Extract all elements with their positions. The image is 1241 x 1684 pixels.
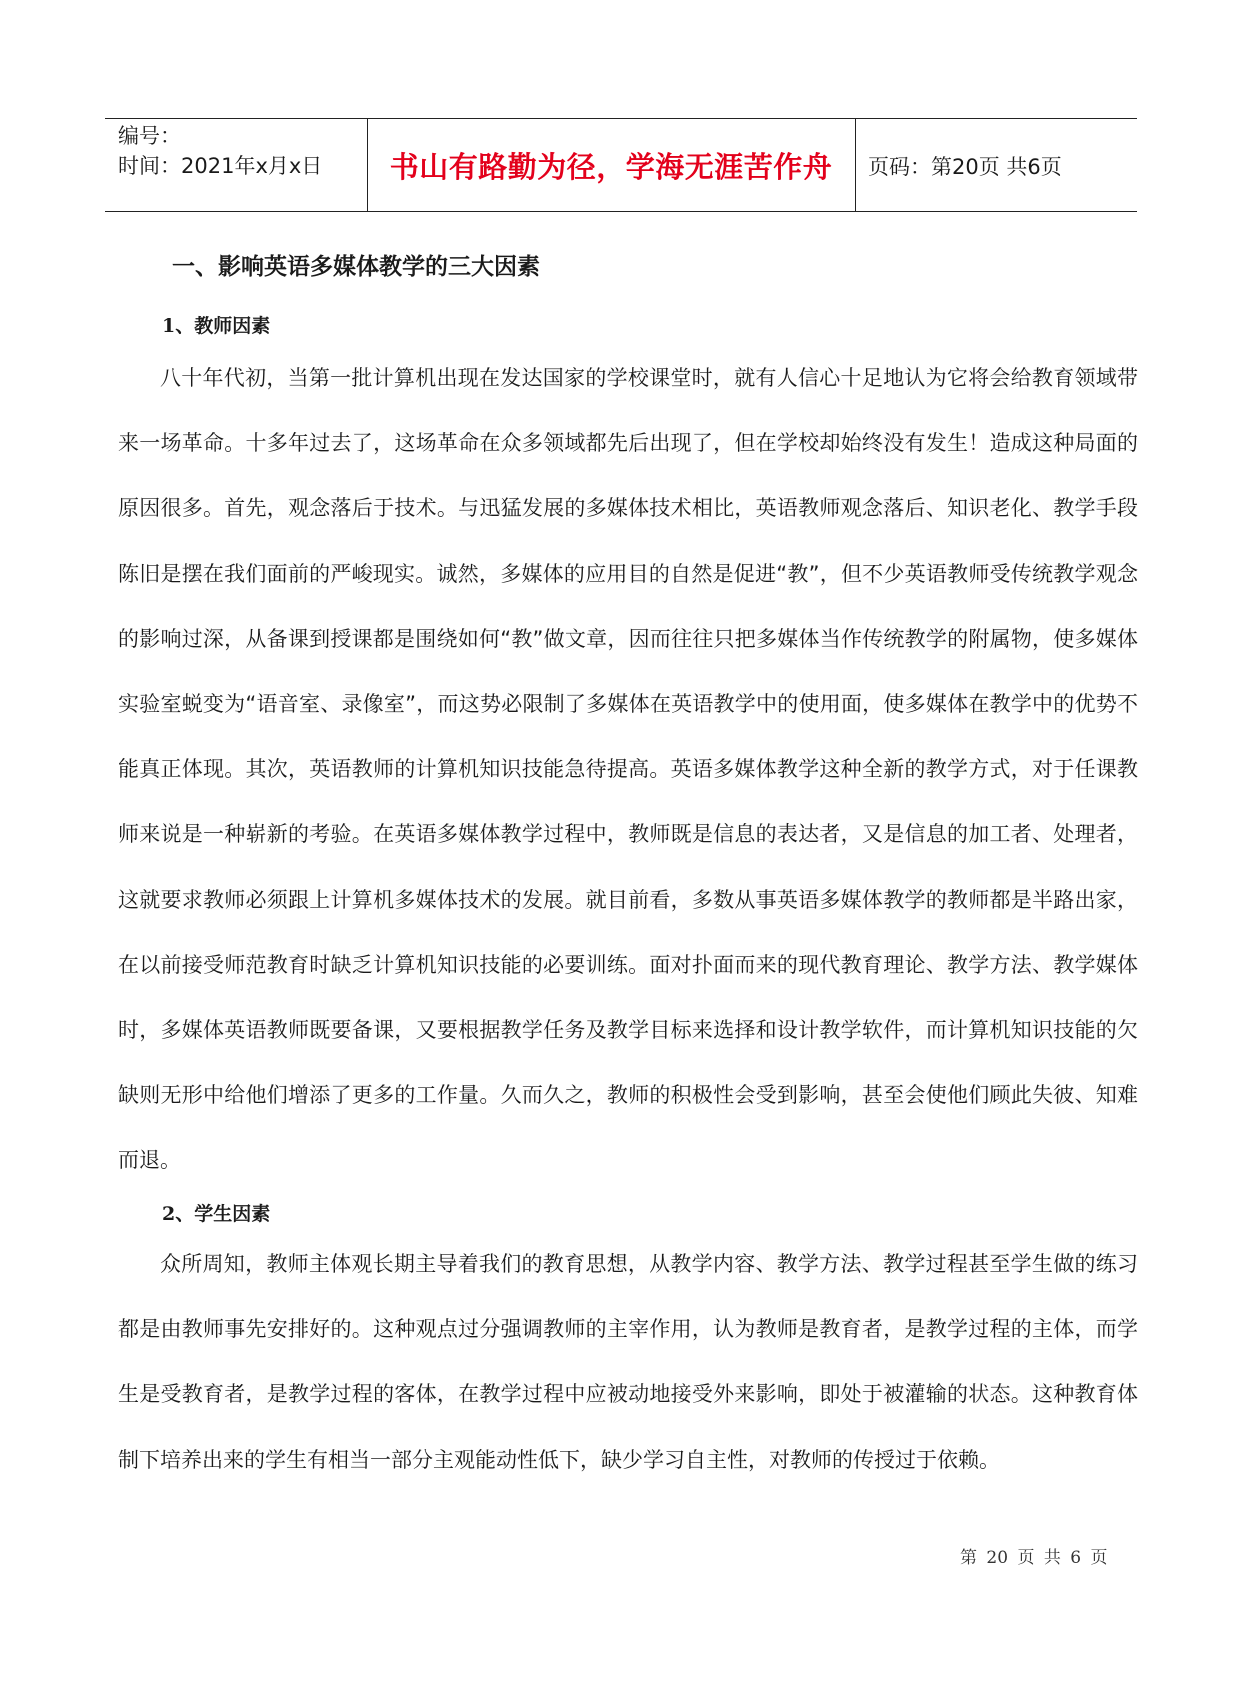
page-footer: 第 20 页 共 6 页 <box>960 1548 1108 1568</box>
header-page-number: 页码：第20页 共6页 <box>868 155 1062 179</box>
header-divider-left <box>367 118 368 212</box>
section-title: 一、影响英语多媒体教学的三大因素 <box>172 254 540 280</box>
document-number-label: 编号： <box>118 124 181 148</box>
subsection-title-teacher: 1、教师因素 <box>162 315 271 337</box>
paragraph-student-factor: 众所周知，教师主体观长期主导着我们的教育思想，从教学内容、教学方法、教学过程甚至学生做的练习都是由教师事先安排好的。这种观点过分强调教师的主宰作用，认为教师是教育者，是教学过程的主体，而学生是受教育者，是教学过程的客体，在教学过程中应被动地接受外来影响，即处于被灌输的状态。这种教育体制下培养出来的学生有相当一部分主观能动性低下，缺少学习自主性，对教师的传授过于依赖。 <box>118 1252 1138 1472</box>
paragraph-teacher-factor: 八十年代初，当第一批计算机出现在发达国家的学校课堂时，就有人信心十足地认为它将会给教育领域带来一场革命。十多年过去了，这场革命在众多领域都先后出现了，但在学校却始终没有发生！造成这种局面的原因很多。首先，观念落后于技术。与迅猛发展的多媒体技术相比，英语教师观念落后、知识老化、教学手段陈旧是摆在我们面前的严峻现实。诚然，多媒体的应用目的自然是促进“教”，但不少英语教师受传统教学观念的影响过深，从备课到授课都是围绕如何“教”做文章，因而往往只把多媒体当作传统教学的附属物，使多媒体实验室蜕变为“语音室、录像室”，而这势必限制了多媒体在英语教学中的使用面，使多媒体在教学中的优势不能真正体现。其次，英语教师的计算机知识技能急待提高。英语多媒体教学这种全新的教学方式，对于任课教师来说是一种崭新的考验。在英语多媒体教学过程中，教师既是信息的表达者，又是信息的加工者、处理者，这就要求教师必须跟上计算机多媒体技术的发展。就目前看，多数从事英语多媒体教学的教师都是半路出家，在以前接受师范教育时缺乏计算机知识技能的必要训练。面对扑面而来的现代教育理论、教学方法、教学媒体时，多媒体英语教师既要备课，又要根据教学任务及教学目标来选择和设计教学软件，而计算机知识技能的欠缺则无形中给他们增添了更多的工作量。久而久之，教师的积极性会受到影响，甚至会使他们顾此失彼、知难而退。 <box>118 366 1138 1173</box>
header-divider-right <box>855 118 856 212</box>
header-motto: 书山有路勤为径，学海无涯苦作舟 <box>389 149 833 184</box>
document-time-label: 时间：2021年x月x日 <box>118 154 323 178</box>
header-info <box>118 121 322 181</box>
subsection-title-student: 2、学生因素 <box>162 1203 271 1225</box>
